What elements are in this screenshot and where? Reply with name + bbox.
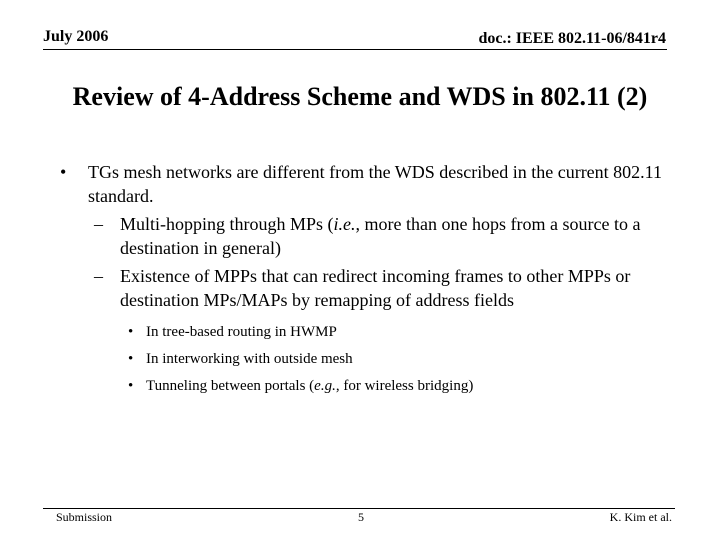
bullet-dot-icon: • (128, 324, 134, 340)
sub-sub-bullet-text-end: , for wireless bridging) (335, 378, 474, 394)
page-number: 5 (358, 510, 364, 524)
bullet-item-1 (60, 160, 680, 208)
sub-sub-bullet-3 (128, 376, 680, 396)
sub-sub-bullet-italic: e.g. (314, 378, 336, 394)
header-divider (43, 49, 667, 50)
sub-sub-bullet-text: In interworking with outside mesh (146, 351, 353, 367)
sub-sub-bullet-text: In tree-based routing in HWMP (146, 324, 337, 340)
footer-submission: Submission (56, 510, 113, 524)
sub-bullet-text: Existence of MPPs that can redirect incoming frames to other MPPs or destination MPs/MAPs by remapping of address fields (120, 266, 631, 310)
header-doc-id: doc.: IEEE 802.11-06/841r4 (478, 30, 666, 47)
slide-title: Review of 4-Address Scheme and WDS in 802.11 (2) (72, 82, 648, 111)
sub-sub-bullet-2 (128, 349, 680, 369)
slide-body (60, 160, 680, 403)
sub-bullet-2 (94, 264, 680, 312)
bullet-dot-icon: • (60, 162, 67, 182)
dash-icon: – (94, 214, 103, 234)
sub-bullet-text-end: , more than one hops from a source to a destination in general) (120, 214, 641, 258)
sub-bullet-text-start: Multi-hopping through MPs ( (120, 214, 334, 234)
dash-icon: – (94, 266, 103, 286)
header-date: July 2006 (43, 28, 109, 45)
bullet-dot-icon: • (128, 351, 134, 367)
footer-author: K. Kim et al. (609, 510, 672, 524)
sub-bullet-1 (94, 212, 680, 260)
sub-bullet-italic: i.e. (333, 214, 356, 234)
sub-sub-bullet-1 (128, 322, 680, 342)
bullet-dot-icon: • (128, 378, 134, 394)
footer-divider (43, 508, 675, 509)
sub-sub-bullet-text-start: Tunneling between portals ( (146, 378, 315, 394)
bullet-text: TGs mesh networks are different from the WDS described in the current 802.11 standard. (88, 162, 663, 206)
